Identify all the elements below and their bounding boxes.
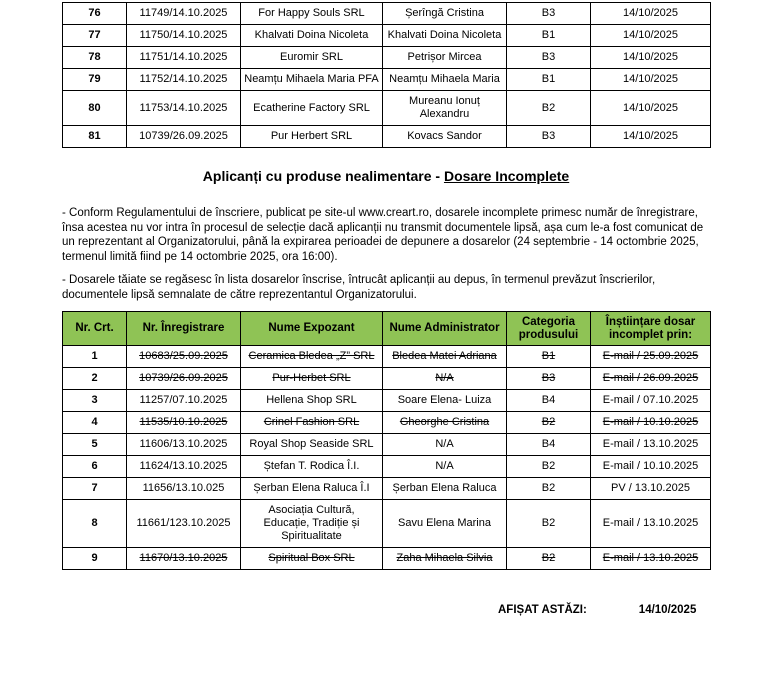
cell-expozant: Khalvati Doina Nicoleta — [241, 25, 383, 47]
cell-nr: 77 — [63, 25, 127, 47]
section-heading-prefix: Aplicanți cu produse nealimentare - — [202, 168, 444, 184]
posted-today-date: 14/10/2025 — [638, 604, 697, 616]
posted-today-row — [62, 604, 710, 616]
table-row — [63, 456, 711, 478]
header-nr-inregistrare: Nr. Înregistrare — [127, 312, 241, 346]
section-heading-underlined: Dosare Incomplete — [443, 168, 570, 184]
cell-notice: 14/10/2025 — [591, 47, 711, 69]
cell-expozant: Ecatherine Factory SRL — [241, 91, 383, 126]
cell-reg: 11753/14.10.2025 — [127, 91, 241, 126]
cell-nr: 80 — [63, 91, 127, 126]
cell-expozant: Euromir SRL — [241, 47, 383, 69]
cell-notice: E-mail / 10.10.2025 — [591, 456, 711, 478]
cell-notice: E-mail / 13.10.2025 — [591, 500, 711, 548]
cell-admin: Gheorghe Cristina — [383, 412, 507, 434]
table-row — [63, 412, 711, 434]
note-paragraph-1: - Conform Regulamentului de înscriere, publicat pe site-ul www.creart.ro, dosarele incomplete primesc număr de înregistrare, însa acestea nu vor intra în procesul de selecție dacă aplicanții nu transmit documentele lipsă, așa cum le-a fost comunicat de un reprezentant al Organizatorului, până la expirarea perioadei de depunere a dosarelor (24 septembrie - 14 octombrie 2025, termenul limită fiind pe 14 octombrie 2025, ora 16:00). — [62, 207, 704, 263]
cell-expozant: Pur-Herbet SRL — [241, 368, 383, 390]
cell-cat: B2 — [507, 91, 591, 126]
cell-notice: 14/10/2025 — [591, 69, 711, 91]
cell-expozant: For Happy Souls SRL — [241, 3, 383, 25]
cell-nr: 4 — [63, 412, 127, 434]
note-paragraph-2: - Dosarele tăiate se regăsesc în lista dosarelor înscrise, întrucât aplicanții au depus, în termenul prevăzut înscrierilor, documentele lipsă semnalate de către reprezentantul Organizatorului. — [62, 274, 656, 301]
cell-cat: B2 — [507, 478, 591, 500]
cell-reg: 11257/07.10.2025 — [127, 390, 241, 412]
cell-cat: B2 — [507, 500, 591, 548]
cell-nr: 79 — [63, 69, 127, 91]
cell-reg: 11670/13.10.2025 — [127, 548, 241, 570]
registered-applicants-table — [62, 2, 711, 148]
cell-expozant: Ștefan T. Rodica Î.I. — [241, 456, 383, 478]
cell-reg: 11749/14.10.2025 — [127, 3, 241, 25]
notes-block — [62, 206, 710, 302]
cell-admin: Șerban Elena Raluca — [383, 478, 507, 500]
cell-cat: B4 — [507, 434, 591, 456]
cell-cat: B3 — [507, 47, 591, 69]
cell-admin: Soare Elena- Luiza — [383, 390, 507, 412]
cell-nr: 6 — [63, 456, 127, 478]
cell-expozant: Neamțu Mihaela Maria PFA — [241, 69, 383, 91]
document-content — [62, 0, 710, 616]
cell-nr: 2 — [63, 368, 127, 390]
table-row — [63, 3, 711, 25]
cell-expozant: Pur Herbert SRL — [241, 126, 383, 148]
cell-reg: 11606/13.10.2025 — [127, 434, 241, 456]
cell-nr: 3 — [63, 390, 127, 412]
cell-admin: Zaha Mihaela Silvia — [383, 548, 507, 570]
cell-cat: B1 — [507, 69, 591, 91]
cell-cat: B1 — [507, 346, 591, 368]
cell-cat: B2 — [507, 456, 591, 478]
cell-admin: Petrișor Mircea — [383, 47, 507, 69]
table-row — [63, 69, 711, 91]
cell-reg: 10739/26.09.2025 — [127, 126, 241, 148]
cell-expozant: Șerban Elena Raluca Î.I — [241, 478, 383, 500]
posted-today-label: AFIȘAT ASTĂZI: — [498, 604, 587, 616]
cell-expozant: Royal Shop Seaside SRL — [241, 434, 383, 456]
cell-notice: E-mail / 26.09.2025 — [591, 368, 711, 390]
cell-notice: E-mail / 13.10.2025 — [591, 434, 711, 456]
cell-admin: Savu Elena Marina — [383, 500, 507, 548]
cell-admin: Mureanu Ionuț Alexandru — [383, 91, 507, 126]
table-row — [63, 500, 711, 548]
header-categoria-produsului: Categoria produsului — [507, 312, 591, 346]
cell-reg: 10739/26.09.2025 — [127, 368, 241, 390]
registered-table-body — [63, 3, 711, 148]
cell-admin: N/A — [383, 368, 507, 390]
header-instiintare: Înștiințare dosar incomplet prin: — [591, 312, 711, 346]
table-row — [63, 91, 711, 126]
cell-cat: B1 — [507, 25, 591, 47]
cell-admin: N/A — [383, 434, 507, 456]
cell-notice: 14/10/2025 — [591, 3, 711, 25]
table-row — [63, 390, 711, 412]
cell-nr: 78 — [63, 47, 127, 69]
section-heading — [62, 168, 710, 184]
table-row — [63, 434, 711, 456]
cell-nr: 76 — [63, 3, 127, 25]
cell-nr: 9 — [63, 548, 127, 570]
header-nr-crt: Nr. Crt. — [63, 312, 127, 346]
incomplete-table-body — [63, 346, 711, 570]
cell-cat: B2 — [507, 548, 591, 570]
cell-expozant: Asociația Cultură, Educație, Tradiție și Spiritualitate — [241, 500, 383, 548]
cell-expozant: Ceramica Bledea „Z” SRL — [241, 346, 383, 368]
cell-nr: 81 — [63, 126, 127, 148]
cell-nr: 7 — [63, 478, 127, 500]
incomplete-files-table — [62, 311, 711, 570]
cell-reg: 11751/14.10.2025 — [127, 47, 241, 69]
table-row — [63, 47, 711, 69]
header-nume-administrator: Nume Administrator — [383, 312, 507, 346]
table-row — [63, 548, 711, 570]
table-row — [63, 126, 711, 148]
cell-notice: PV / 13.10.2025 — [591, 478, 711, 500]
cell-reg: 10683/25.09.2025 — [127, 346, 241, 368]
cell-notice: E-mail / 13.10.2025 — [591, 548, 711, 570]
table-row — [63, 478, 711, 500]
cell-nr: 1 — [63, 346, 127, 368]
table-row — [63, 368, 711, 390]
cell-admin: Bledea Matei Adriana — [383, 346, 507, 368]
table-row — [63, 346, 711, 368]
cell-cat: B3 — [507, 3, 591, 25]
cell-reg: 11656/13.10.025 — [127, 478, 241, 500]
cell-admin: Șerîngă Cristina — [383, 3, 507, 25]
cell-expozant: Hellena Shop SRL — [241, 390, 383, 412]
cell-notice: 14/10/2025 — [591, 25, 711, 47]
cell-reg: 11535/10.10.2025 — [127, 412, 241, 434]
cell-cat: B4 — [507, 390, 591, 412]
cell-cat: B3 — [507, 368, 591, 390]
incomplete-table-header — [63, 312, 711, 346]
cell-reg: 11661/123.10.2025 — [127, 500, 241, 548]
cell-admin: Kovacs Sandor — [383, 126, 507, 148]
cell-nr: 5 — [63, 434, 127, 456]
cell-reg: 11750/14.10.2025 — [127, 25, 241, 47]
cell-reg: 11624/13.10.2025 — [127, 456, 241, 478]
cell-notice: E-mail / 25.09.2025 — [591, 346, 711, 368]
cell-nr: 8 — [63, 500, 127, 548]
header-row — [63, 312, 711, 346]
cell-notice: 14/10/2025 — [591, 91, 711, 126]
cell-cat: B3 — [507, 126, 591, 148]
cell-notice: 14/10/2025 — [591, 126, 711, 148]
cell-reg: 11752/14.10.2025 — [127, 69, 241, 91]
table-row — [63, 25, 711, 47]
cell-admin: N/A — [383, 456, 507, 478]
cell-expozant: Spiritual Box SRL — [241, 548, 383, 570]
cell-notice: E-mail / 10.10.2025 — [591, 412, 711, 434]
header-nume-expozant: Nume Expozant — [241, 312, 383, 346]
cell-notice: E-mail / 07.10.2025 — [591, 390, 711, 412]
cell-cat: B2 — [507, 412, 591, 434]
cell-admin: Khalvati Doina Nicoleta — [383, 25, 507, 47]
cell-expozant: Crinel Fashion SRL — [241, 412, 383, 434]
cell-admin: Neamțu Mihaela Maria — [383, 69, 507, 91]
